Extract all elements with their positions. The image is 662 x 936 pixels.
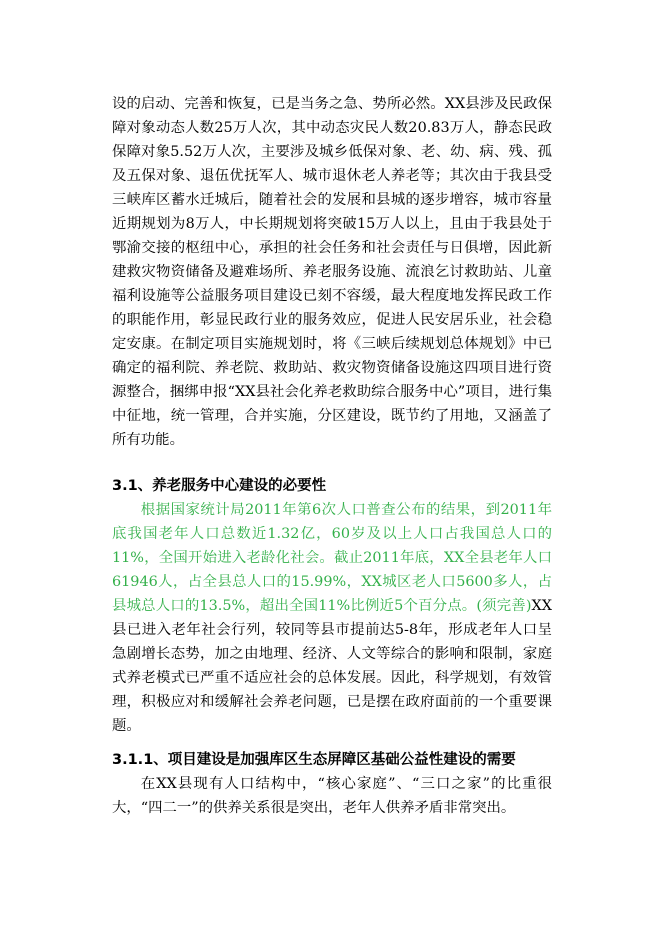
paragraph-continuation-text: XX县已进入老年社会行列，较同等县市提前达5-8年，形成老年人口呈急剧增长态势，加之由地理、经济、人文等综合的影响和限制，家庭式养老模式已严重不适应社会的总体发展。因此，科学规划，有效管理，积极应对和缓解社会养老问题，已是摆在政府面前的一个重要课题。 bbox=[112, 598, 552, 734]
highlighted-statistics-text: 根据国家统计局2011年第6次人口普查公布的结果，到2011年底我国老年人口总数近1.32亿，60岁及以上人口占我国总人口的11%，全国开始进入老龄化社会。截止2011年底，XX全县老年人口61946人，占全县总人口的15.99%，XX城区老人口5600多人，占县城总人口的13.5%，超出全国11%比例近5个百分点。(须完善) bbox=[112, 502, 552, 614]
section-heading-3-1-1: 3.1.1、项目建设是加强库区生态屏障区基础公益性建设的需要 bbox=[112, 752, 516, 768]
section-3-1-1-paragraph: 在XX县现有人口结构中，“核心家庭”、“三口之家”的比重很大，“四二一”的供养关系很是突出，老年人供养矛盾非常突出。 bbox=[112, 776, 552, 816]
intro-paragraph: 设的启动、完善和恢复，已是当务之急、势所必然。XX县涉及民政保障对象动态人数25万人次，其中动态灾民人数20.83万人，静态民政保障对象5.52万人次，主要涉及城乡低保对象、老、幼、病、残、孤及五保对象、退伍优抚军人、城市退休老人养老等；其次由于我县受三峡库区蓄水迁城后，随着社会的发展和县城的逐步增容，城市容量近期规划为8万人，中长期规划将突破15万人以上，且由于我县处于鄂渝交接的枢纽中心，承担的社会任务和社会责任与日俱增，因此新建救灾物资储备及避难场所、养老服务设施、流浪乞讨救助站、儿童福利设施等公益服务项目建设已刻不容缓，最大程度地发挥民政工作的职能作用，彰显民政行业的服务效应，促进人民安居乐业，社会稳定安康。在制定项目实施规划时，将《三峡后续规划总体规划》中已确定的福利院、养老院、救助站、救灾物资储备设施这四项目进行资源整合，捆绑申报“XX县社会化养老救助综合服务中心”项目，进行集中征地，统一管理，合并实施，分区建设，既节约了用地，又涵盖了所有功能。 bbox=[112, 96, 552, 448]
section-3-1-paragraph bbox=[112, 498, 552, 738]
section-heading-3-1: 3.1、养老服务中心建设的必要性 bbox=[112, 478, 327, 494]
document-body bbox=[112, 92, 552, 820]
